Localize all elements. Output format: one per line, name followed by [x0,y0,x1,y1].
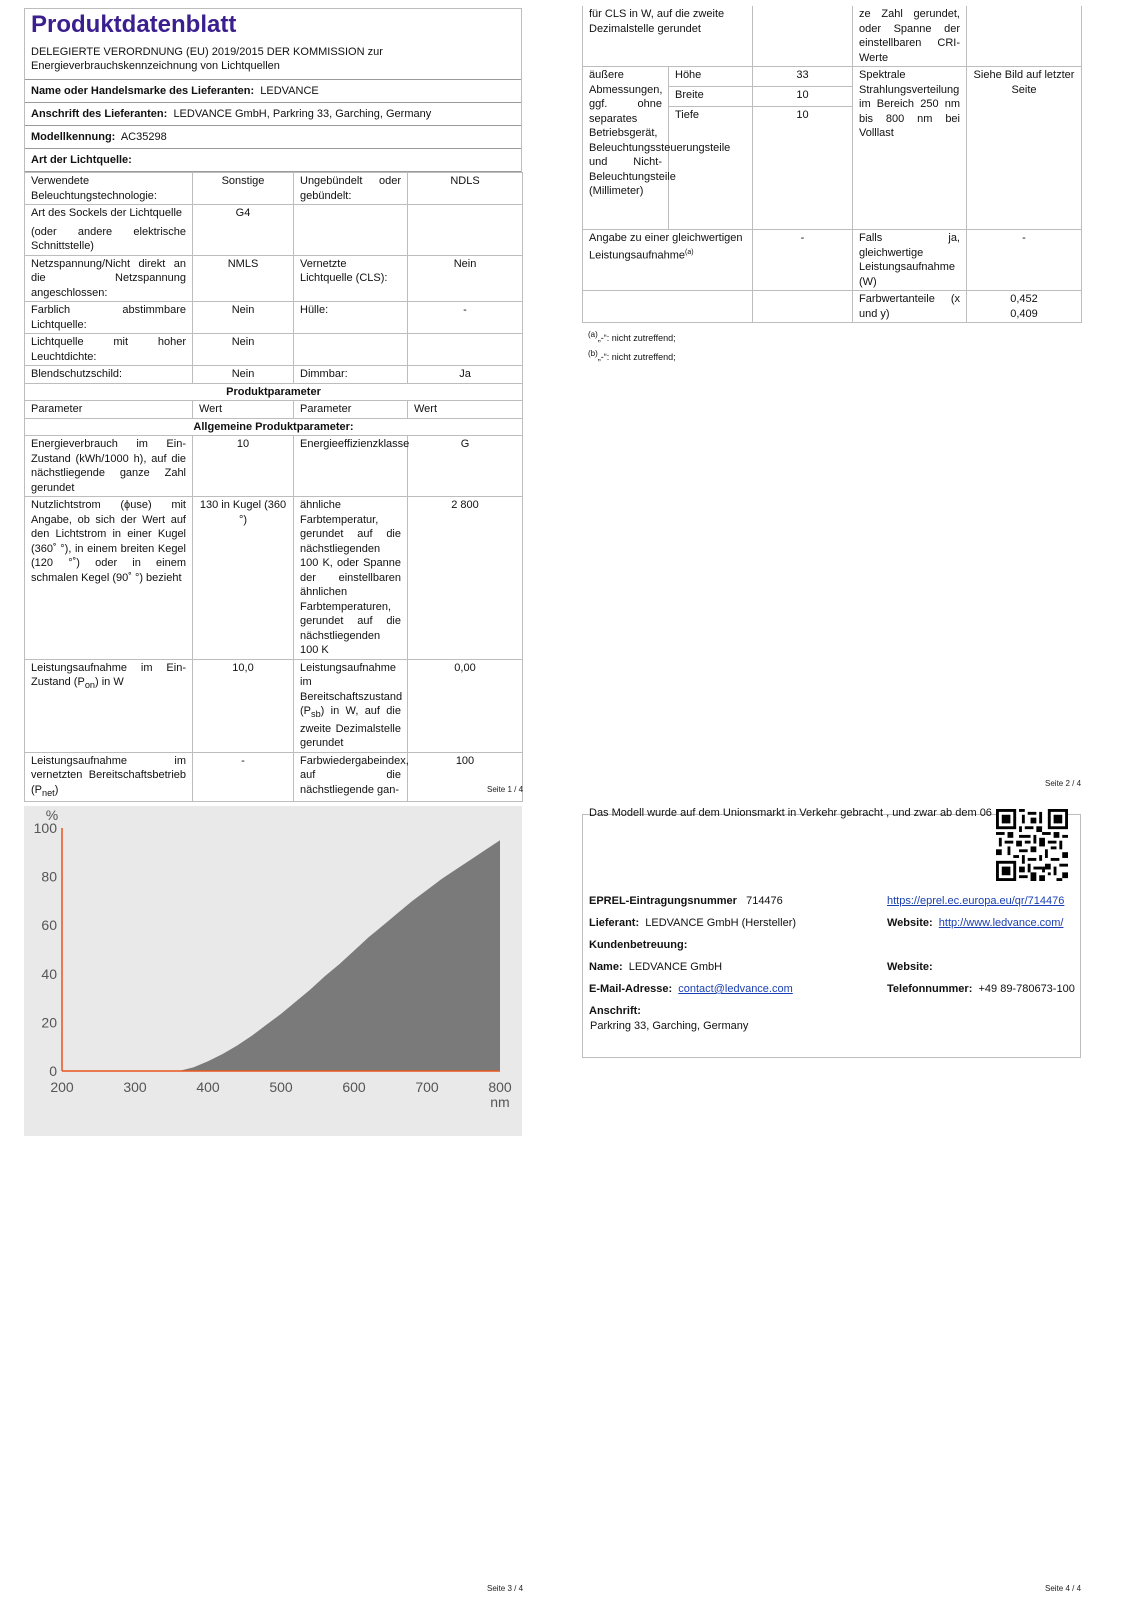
cri-label: Farbwiedergabeindex, auf die nächstliegende gan- [294,752,408,802]
tunable-value: Nein [193,302,294,334]
table-row [25,401,523,419]
glare-label: Blendschutzschild: [25,366,193,384]
psb-value: 0,00 [408,659,523,752]
mains-value: NMLS [193,255,294,302]
cap-label [25,205,193,256]
page-title: Produktdatenblatt [31,11,237,38]
col-value-header: Wert [193,401,294,419]
empty-cell [753,291,853,323]
name-label: Name: [589,961,623,973]
col-param-header: Parameter [294,401,408,419]
table-row [25,173,523,205]
empty-cell [583,291,753,323]
footnote-a: $^{(a)}$„-“: nicht zutreffend; [588,330,676,343]
x-tick-label: 800 [488,1079,512,1095]
y-tick-label: 100 [33,820,57,836]
supplier-name-label: Name oder Handelsmarke des Lieferanten: [31,85,255,97]
chroma-x-value: 0,452 [1010,293,1038,305]
cont-right-label: ze Zahl gerundet, oder Spanne der einstellbaren CRI-Werte [853,6,967,67]
table-row [583,230,1082,291]
table-row [25,302,523,334]
cap-value: G4 [193,205,294,256]
y-tick-label: 0 [49,1063,57,1079]
equiv-label: Angabe zu einer gleichwertigen Leistungsaufnahme$^{(a)}$ [583,230,753,291]
customer-service-label: Kundenbetreuung: [589,939,688,951]
cls-label: Vernetzte Lichtquelle (CLS): [294,255,408,302]
table-row [583,67,1082,87]
email-row [589,983,793,995]
eec-label: Energieeffizienzklasse [294,436,408,497]
x-tick-label: 200 [50,1079,74,1095]
supplier-name-value: LEDVANCE [260,85,319,97]
eprel-row [589,895,783,907]
spd-label: Spektrale Strahlungsverteilung im Bereich 250 nm bis 800 nm bei Volllast [853,67,967,230]
table-row [25,383,523,401]
website2-row [887,961,933,973]
x-tick-label: 700 [415,1079,439,1095]
model-value: AC35298 [120,131,167,143]
general-params-heading: Allgemeine Produktparameter: [25,418,523,436]
table-row [583,6,1082,67]
cct-label: ähnliche Farbtemperatur, gerundet auf die nächstliegenden 100 K, oder Spanne der einstellbaren ähnlichen Farbtemperaturen, gerundet auf die nächstliegenden 100 K [294,497,408,660]
spd-value: Siehe Bild auf letzter Seite [967,67,1082,230]
eprel-value: 714476 [746,895,783,907]
table-row [583,291,1082,323]
x-axis-label: nm [490,1094,510,1110]
flux-label: Nutzlichtstrom (ϕuse) mit Angabe, ob sich der Wert auf den Lichtstrom in einer Kugel (360˚ °), in einem breiten Kegel (120 °˚) oder in einem schmalen Kegel (90˚ °) bezieht [25,497,193,660]
regulation-text: DELEGIERTE VERORDNUNG (EU) 2019/2015 DER KOMMISSION zur Energieverbrauchskennzeichnung von Lichtquellen [25,41,521,80]
tech-label: Verwendete Beleuchtungstechnologie: [25,173,193,205]
page-number: Seite 3 / 4 [487,1584,524,1593]
email-label: E-Mail-Adresse: [589,983,673,995]
supplier-row [589,917,796,929]
footnote-b: $^{(b)}$„-“: nicht zutreffend; [588,349,676,362]
phone-value: +49 89-780673-100 [978,983,1075,995]
x-tick-label: 600 [342,1079,366,1095]
cct-value: 2 800 [408,497,523,660]
tech-value: Sonstige [193,173,294,205]
table-row [25,366,523,384]
energy-label: Energieverbrauch im Ein-Zustand (kWh/1000 h), auf die nächstliegende ganze Zahl gerundet [25,436,193,497]
datasheet-header [24,8,522,172]
table-row [25,205,523,256]
y-tick-label: 20 [41,1014,57,1031]
table-row [25,418,523,436]
website-label: Website: [887,917,933,929]
supplier-address-row [25,103,521,126]
depth-label: Tiefe [669,107,753,230]
pnet-label: Leistungsaufnahme im vernetzten Bereitschaftsbetrieb $(P_{net})$ [25,752,193,802]
empty-cell [294,334,408,366]
col-value-header: Wert [408,401,523,419]
qr-code-icon [996,809,1068,881]
address-value: Parkring 33, Garching, Germany [590,1020,749,1032]
light-source-table [24,172,523,802]
name-row [589,961,722,973]
table-row [25,436,523,497]
empty-cell [408,205,523,256]
supplier-address-label: Anschrift des Lieferanten: [31,108,168,120]
y-tick-label: 40 [41,965,57,982]
mains-label: Netzspannung/Nicht direkt an die Netzspannung angeschlossen: [25,255,193,302]
supplier-address-value: LEDVANCE GmbH, Parkring 33, Garching, Germany [173,108,432,120]
high-luminance-label: Lichtquelle mit hoher Leuchtdichte: [25,334,193,366]
chroma-value [967,291,1082,323]
pon-label: Leistungsaufnahme im Ein-Zustand $(P_{on})$ in W [25,659,193,752]
focus-value: NDLS [408,173,523,205]
table-row [25,497,523,660]
empty-cell [967,6,1082,67]
datasheet-page-1 [24,8,522,802]
empty-cell [753,6,853,67]
name-value: LEDVANCE GmbH [628,961,723,973]
footnotes [582,323,1081,369]
flux-value: 130 in Kugel (360 °) [193,497,294,660]
customer-service-row [589,939,687,951]
product-params-heading: Produktparameter [25,383,523,401]
focus-label: Ungebündelt oder gebündelt: [294,173,408,205]
glare-value: Nein [193,366,294,384]
email-link[interactable]: contact@ledvance.com [678,983,793,995]
table-row [25,752,523,802]
supplier-value: LEDVANCE GmbH (Hersteller) [645,917,797,929]
energy-value: 10 [193,436,294,497]
envelope-label: Hülle: [294,302,408,334]
supplier-name-row [25,80,521,103]
website2-label: Website: [887,961,933,973]
supplier-label: Lieferant: [589,917,640,929]
height-label: Höhe [669,67,753,87]
x-tick-label: 500 [269,1079,293,1095]
model-label: Modellkennung: [31,131,116,143]
spectral-distribution-chart [24,806,522,1136]
qr-code[interactable] [996,809,1068,881]
psb-label: Leistungsaufnahme im Bereitschaftszustand $(P_{sb})$ in W, auf die zweite Dezimalstelle gerundet [294,659,408,752]
pon-value: 10,0 [193,659,294,752]
website-link[interactable]: http://www.ledvance.com/ [938,917,1064,929]
dims-label: äußere Abmessungen, ggf. ohne separates Betriebsgerät, Beleuchtungssteuerungsteile und Nicht-Beleuchtungsteile (Millimeter) [583,67,669,230]
chroma-label: Farbwertanteile (x und y) [853,291,967,323]
cont-left-label: für CLS in W, auf die zweite Dezimalstelle gerundet [583,6,753,67]
x-tick-label: 300 [123,1079,147,1095]
eec-value: G [408,436,523,497]
dimmable-label: Dimmbar: [294,366,408,384]
table-row [25,659,523,752]
cls-value: Nein [408,255,523,302]
page-number: Seite 2 / 4 [1045,779,1082,788]
cap-label-line1: Art des Sockels der Lichtquelle [31,207,183,219]
chroma-y-value: 0,409 [1010,307,1038,320]
eprel-link[interactable]: https://eprel.ec.europa.eu/qr/714476 [887,895,1065,907]
pnet-value: - [193,752,294,802]
envelope-value: - [408,302,523,334]
equiv-power-value: - [967,230,1082,291]
tunable-label: Farblich abstimmbare Lichtquelle: [25,302,193,334]
website-row [887,917,1064,929]
page-number: Seite 1 / 4 [487,785,524,794]
height-value: 33 [753,67,853,87]
address-label: Anschrift: [589,1005,641,1017]
spectrum-chart-svg [24,806,522,1136]
empty-cell [408,334,523,366]
continuation-table [582,6,1082,323]
col-param-header: Parameter [25,401,193,419]
address-label-row [589,1005,641,1017]
dimmable-value: Ja [408,366,523,384]
datasheet-page-4 [582,807,1081,1058]
cri-value: 100 [408,752,523,802]
page-number: Seite 4 / 4 [1045,1584,1082,1593]
phone-label: Telefonnummer: [887,983,973,995]
y-axis-label: % [45,807,59,823]
y-tick-label: 60 [41,917,57,934]
width-label: Breite [669,87,753,107]
high-luminance-value: Nein [193,334,294,366]
model-row [25,126,521,149]
cap-label-line2: (oder andere elektrische Schnittstelle) [31,225,186,252]
width-value: 10 [753,87,853,107]
table-row [25,255,523,302]
eprel-label: EPREL-Eintragungsnummer [589,895,737,907]
spectrum-area [179,840,500,1071]
empty-cell [294,205,408,256]
equiv-value: - [753,230,853,291]
datasheet-page-2 [582,6,1081,369]
depth-value: 10 [753,107,853,230]
equiv-power-label: Falls ja, gleichwertige Leistungsaufnahme (W) [853,230,967,291]
light-source-type-row [25,149,521,172]
light-source-type-label: Art der Lichtquelle: [31,154,132,166]
table-row [25,334,523,366]
x-tick-label: 400 [196,1079,220,1095]
phone-row [887,983,1075,995]
y-tick-label: 80 [41,868,57,885]
market-date-text: Das Modell wurde auf dem Unionsmarkt in Verkehr gebracht , und zwar ab dem 06 [589,807,992,819]
